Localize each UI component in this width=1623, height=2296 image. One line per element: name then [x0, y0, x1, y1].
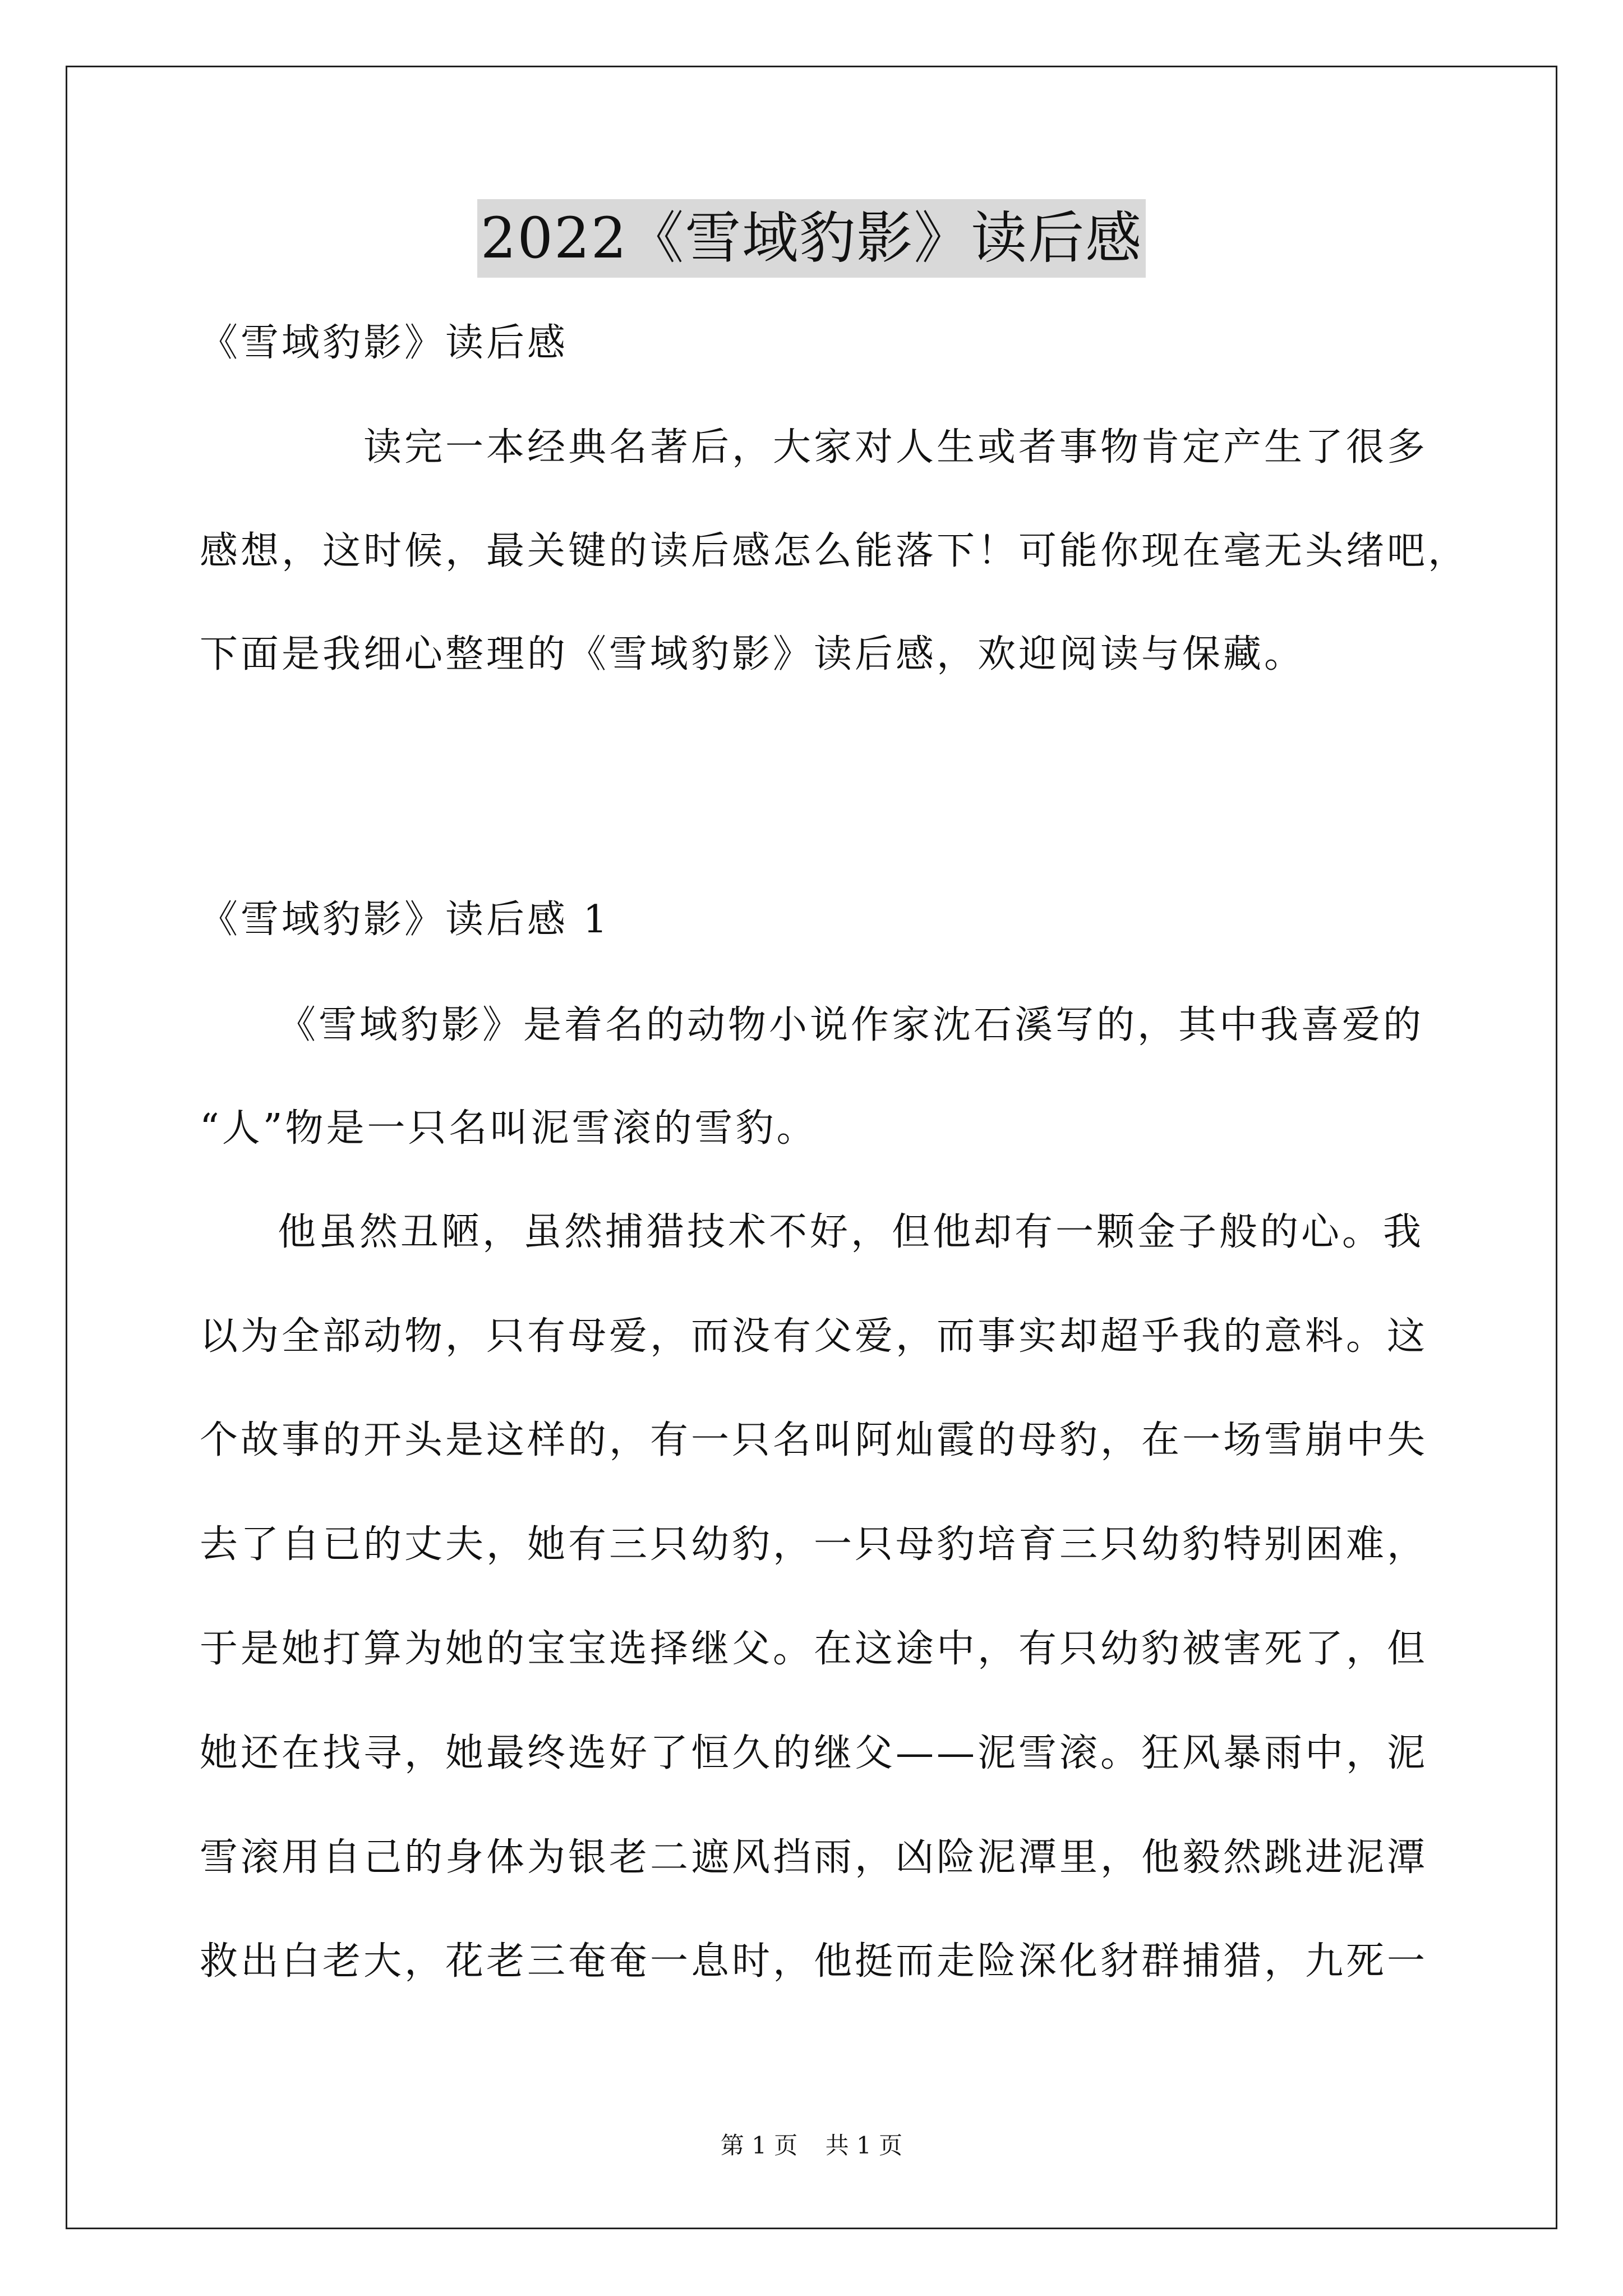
body-line: 去了自已的丈夫，她有三只幼豹，一只母豹培育三只幼豹特别困难，: [200, 1522, 1428, 1567]
page-footer: [0, 2129, 1623, 2162]
subtitle: 《雪域豹影》读后感: [200, 321, 569, 365]
body-line: 《雪域豹影》是着名的动物小说作家沈石溪写的，其中我喜爱的: [278, 1003, 1424, 1047]
body-line: 她还在找寻，她最终选好了恒久的继父——泥雪滚。狂风暴雨中，泥: [200, 1731, 1428, 1775]
body-line: 个故事的开头是这样的，有一只名叫阿灿霞的母豹，在一场雪崩中失: [200, 1418, 1428, 1462]
page-total: 共 1 页: [825, 2132, 903, 2159]
intro-line: 读完一本经典名著后，大家对人生或者事物肯定产生了很多: [363, 425, 1428, 470]
body-line: 以为全部动物，只有母爱，而没有父爱，而事实却超乎我的意料。这: [200, 1314, 1428, 1359]
section-heading: 《雪域豹影》读后感 1: [200, 898, 610, 942]
document-title: 2022《雪域豹影》读后感: [477, 199, 1146, 278]
body-line: 雪滚用自己的身体为银老二遮风挡雨，凶险泥潭里，他毅然跳进泥潭: [200, 1835, 1428, 1880]
intro-line: 下面是我细心整理的《雪域豹影》读后感，欢迎阅读与保藏。: [200, 632, 1306, 677]
body-line: 他虽然丑陋，虽然捕猎技术不好，但他却有一颗金子般的心。我: [278, 1210, 1424, 1254]
body-line: “人”物是一只名叫泥雪滚的雪豹。: [200, 1106, 818, 1151]
body-line: 于是她打算为她的宝宝选择继父。在这途中，有只幼豹被害死了，但: [200, 1627, 1428, 1671]
body-line: 救出白老大，花老三奄奄一息时，他挺而走险深化豺群捕猎，九死一: [200, 1939, 1428, 1984]
intro-line: 感想，这时候，最关键的读后感怎么能落下！可能你现在毫无头绪吧，: [200, 529, 1469, 573]
title-container: [0, 199, 1623, 278]
page-number: 第 1 页: [720, 2132, 798, 2159]
